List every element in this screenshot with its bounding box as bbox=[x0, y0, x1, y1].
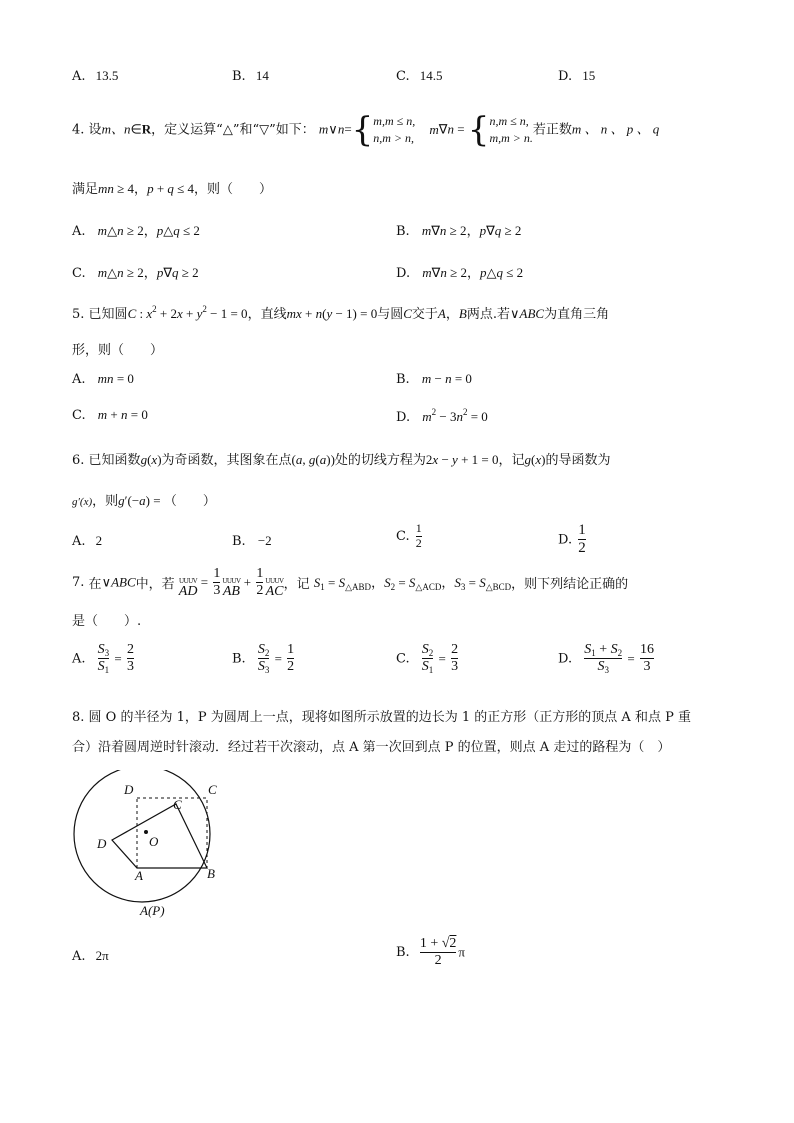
q8-option-b: B. $\frac{1 + √2}{2}$ π bbox=[396, 936, 465, 969]
q8-stem-line2: 合）沿着圆周逆时针滚动．经过若干次滚动，点 A 第一次回到点 P 的位置，则点 A 走过的路程为（ ） bbox=[72, 740, 671, 755]
q7-stem: 7. 在∨ABC中，若 UUUV AD = $\frac{1}{3}$ UUUV AB + $\frac{1}{2}$ UUUV AC ，记 $S_1 = S_{\triangle ABD}$，$S_2 = S_{\triangle ACD}$，$S_3 = S_{\triangle BCD}$，则下列结论正确的 bbox=[72, 566, 629, 600]
q5-option-c: C. m + n = 0 bbox=[72, 407, 148, 423]
q3-option-a-value: 13.5 bbox=[95, 68, 119, 83]
q6-stem-line2: g′(x)，则g′(−a) = （ ） bbox=[72, 493, 216, 509]
q3-option-a-label: A. bbox=[72, 69, 86, 84]
q3-option-d-value: 15 bbox=[582, 68, 596, 83]
q4-number: 4. bbox=[72, 122, 85, 138]
q8-label-ap: A(P) bbox=[140, 903, 165, 918]
q4-option-a: A. m△n ≥ 2，p△q ≤ 2 bbox=[72, 223, 200, 239]
q8-label-a: A bbox=[135, 868, 143, 883]
q6-option-a: A. 2 bbox=[72, 533, 103, 549]
q3-option-c bbox=[396, 68, 443, 84]
q8-label-c-inner: C bbox=[173, 797, 182, 812]
q8-label-d-top: D bbox=[124, 782, 134, 797]
q4-intro: 设 bbox=[88, 122, 102, 138]
q4-option-d: D. m∇n ≥ 2，p△q ≤ 2 bbox=[396, 265, 524, 281]
q6-option-b: B. −2 bbox=[232, 533, 272, 549]
q6-option-c: C. $\frac{1}{2}$ bbox=[396, 521, 422, 550]
q3-option-a bbox=[72, 68, 118, 84]
q4-stem-line2: 满足mn ≥ 4，p + q ≤ 4，则（ ） bbox=[72, 181, 273, 197]
q8-label-o: O bbox=[149, 834, 159, 849]
q3-option-c-value: 14.5 bbox=[419, 68, 443, 83]
q8-label-b: B bbox=[207, 866, 215, 881]
q3-option-b-label: B. bbox=[232, 69, 246, 84]
q4-stem: 4. 设m、n∈R，定义运算“△”和“▽”如下： m∨n={ m,m ≤ n, n,m > n, m∇n = { n,m ≤ n, m,m > n. 若正数m 、 n 、 p 、 q bbox=[72, 110, 660, 150]
q4-vars: m、n bbox=[101, 121, 131, 137]
q3-option-d-label: D. bbox=[558, 69, 573, 84]
q5-stem-line2: 形，则（ ） bbox=[72, 343, 164, 358]
q7-stem-line2: 是（ ）. bbox=[72, 614, 142, 629]
q6-stem: 6. 已知函数g(x)为奇函数，其图象在点(a, g(a))处的切线方程为2x − y + 1 = 0，记g(x)的导函数为 bbox=[72, 452, 611, 468]
q5-stem: 5. 已知圆C : $x^2 + 2x + y^2 - 1 = 0$，直线mx + n(y − 1) = 0与圆C交于A，B两点.若∨ABC为直角三角 bbox=[72, 304, 610, 322]
q3-option-b bbox=[232, 68, 269, 84]
q3-option-c-label: C. bbox=[396, 69, 410, 84]
q7-option-d: D. $\frac{S_1 + S_2}{S_3}$ = $\frac{16}{3}$ bbox=[558, 642, 654, 676]
q8-option-a: A. 2π bbox=[72, 948, 109, 964]
q3-option-d bbox=[558, 68, 595, 84]
q8-label-c-outer: C bbox=[208, 782, 217, 797]
q8-stem: 8. 圆 O 的半径为 1，P 为圆周上一点，现将如图所示放置的边长为 1 的正方形（正方形的顶点 A 和点 P 重 bbox=[72, 710, 691, 725]
q8-rotated-square bbox=[112, 804, 207, 868]
q5-option-d: D. $m^2 - 3n^2 = 0$ bbox=[396, 407, 488, 425]
q8-label-d-left: D bbox=[97, 836, 107, 851]
q7-option-a: A. $\frac{S_3}{S_1}$ = $\frac{2}{3}$ bbox=[72, 642, 135, 676]
q6-option-d: D. $\frac{1}{2}$ bbox=[558, 522, 586, 557]
q4-condition-tail: 若正数 bbox=[532, 122, 572, 138]
q4-defined-ops: ，定义运算“△”和“▽”如下： bbox=[151, 122, 315, 138]
q5-option-a: A. mn = 0 bbox=[72, 371, 134, 387]
q7-option-c: C. $\frac{S_2}{S_1}$ = $\frac{2}{3}$ bbox=[396, 642, 459, 676]
q5-option-b: B. m − n = 0 bbox=[396, 371, 472, 387]
q7-option-b: B. $\frac{S_2}{S_3}$ = $\frac{1}{2}$ bbox=[232, 642, 295, 676]
q3-option-b-value: 14 bbox=[255, 68, 269, 83]
q4-option-c: C. m△n ≥ 2，p∇q ≥ 2 bbox=[72, 265, 199, 281]
q8-center-dot bbox=[144, 830, 148, 834]
q4-option-b: B. m∇n ≥ 2，p∇q ≥ 2 bbox=[396, 223, 522, 239]
q8-figure bbox=[70, 770, 240, 920]
